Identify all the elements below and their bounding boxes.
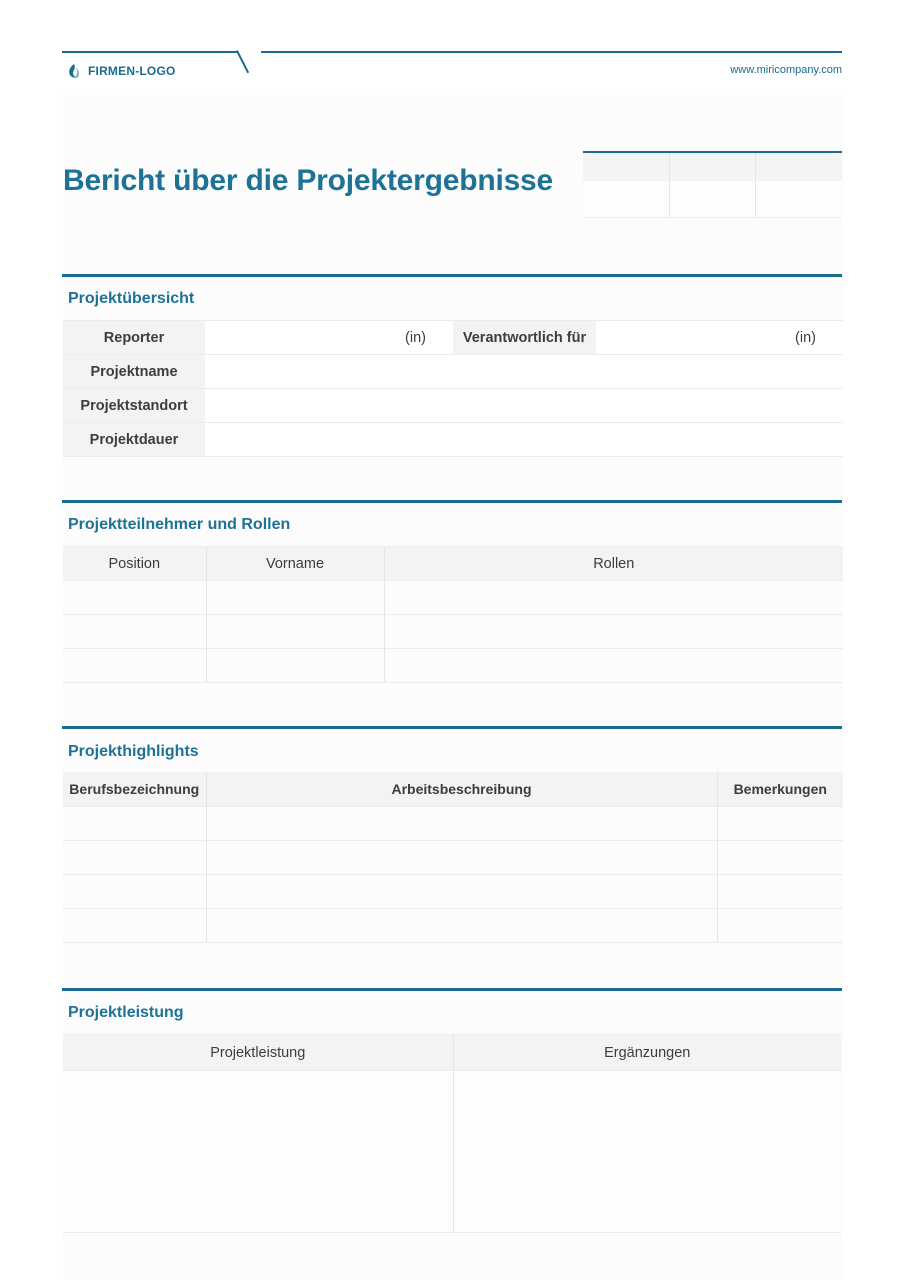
- table-cell[interactable]: [206, 806, 717, 840]
- table-row: [63, 321, 843, 355]
- highlights-table: [63, 772, 843, 943]
- table-row: [63, 389, 843, 423]
- table-cell[interactable]: [206, 649, 384, 683]
- header-rule-slash: [236, 50, 249, 73]
- table-header-row: [63, 1035, 841, 1071]
- project-location-label: Projektstandort: [63, 389, 205, 423]
- table-row: [63, 581, 843, 615]
- table-cell[interactable]: [717, 806, 843, 840]
- table-cell[interactable]: [717, 908, 843, 942]
- column-header-position: Position: [63, 547, 206, 581]
- section-rule: [62, 988, 842, 991]
- performance-table: [63, 1034, 841, 1233]
- table-cell[interactable]: [63, 840, 206, 874]
- responsible-field[interactable]: (in): [596, 321, 843, 355]
- meta-cell[interactable]: [669, 152, 755, 181]
- section-rule: [62, 274, 842, 277]
- document-meta-table: [583, 151, 842, 218]
- column-header-additions: Ergänzungen: [453, 1035, 841, 1071]
- table-row: [63, 649, 843, 683]
- table-cell[interactable]: [717, 840, 843, 874]
- section-title-highlights: Projekthighlights: [68, 743, 199, 760]
- project-name-field[interactable]: [205, 355, 843, 389]
- overview-table: [63, 320, 843, 457]
- table-row: [63, 806, 843, 840]
- meta-cell[interactable]: [755, 152, 842, 181]
- project-duration-field[interactable]: [205, 423, 843, 457]
- table-header-row: [63, 547, 843, 581]
- website-url[interactable]: www.miricompany.com: [730, 64, 842, 76]
- table-row: [63, 840, 843, 874]
- meta-cell[interactable]: [583, 152, 669, 181]
- section-title-performance: Projektleistung: [68, 1004, 184, 1021]
- column-header-remarks: Bemerkungen: [717, 772, 843, 806]
- performance-text-area[interactable]: [63, 1071, 453, 1233]
- table-row: [63, 615, 843, 649]
- logo-icon: [66, 63, 82, 79]
- table-cell[interactable]: [384, 649, 843, 683]
- table-header-row: [63, 772, 843, 806]
- table-row: [63, 1071, 841, 1233]
- project-duration-label: Projektdauer: [63, 423, 205, 457]
- table-cell[interactable]: [206, 840, 717, 874]
- meta-cell[interactable]: [755, 181, 842, 217]
- table-cell[interactable]: [384, 615, 843, 649]
- section-rule: [62, 500, 842, 503]
- reporter-label: Reporter: [63, 321, 205, 355]
- meta-cell[interactable]: [669, 181, 755, 217]
- section-rule: [62, 726, 842, 729]
- column-header-roles: Rollen: [384, 547, 843, 581]
- table-cell[interactable]: [63, 806, 206, 840]
- section-title-overview: Projektübersicht: [68, 290, 195, 307]
- logo-text: FIRMEN-LOGO: [88, 64, 176, 78]
- meta-cell[interactable]: [583, 181, 669, 217]
- table-row: [63, 423, 843, 457]
- table-cell[interactable]: [63, 581, 206, 615]
- table-cell[interactable]: [206, 581, 384, 615]
- table-cell[interactable]: [206, 615, 384, 649]
- table-cell[interactable]: [63, 874, 206, 908]
- table-cell[interactable]: [206, 908, 717, 942]
- column-header-job-description: Arbeitsbeschreibung: [206, 772, 717, 806]
- header-rule-left: [62, 51, 238, 53]
- table-cell[interactable]: [63, 908, 206, 942]
- responsible-label: Verantwortlich für: [453, 321, 596, 355]
- reporter-field[interactable]: (in): [205, 321, 453, 355]
- column-header-first-name: Vorname: [206, 547, 384, 581]
- table-cell[interactable]: [63, 615, 206, 649]
- table-cell[interactable]: [206, 874, 717, 908]
- column-header-job-title: Berufsbezeichnung: [63, 772, 206, 806]
- table-cell[interactable]: [717, 874, 843, 908]
- project-location-field[interactable]: [205, 389, 843, 423]
- table-cell[interactable]: [384, 581, 843, 615]
- company-logo: [66, 63, 176, 79]
- additions-text-area[interactable]: [453, 1071, 841, 1233]
- column-header-performance: Projektleistung: [63, 1035, 453, 1071]
- header-rule-right: [261, 51, 842, 53]
- participants-table: [63, 546, 843, 683]
- page-title: Bericht über die Projektergebnisse: [63, 164, 554, 197]
- section-title-participants: Projektteilnehmer und Rollen: [68, 516, 291, 533]
- table-row: [63, 874, 843, 908]
- project-name-label: Projektname: [63, 355, 205, 389]
- table-row: [63, 355, 843, 389]
- table-row: [63, 908, 843, 942]
- table-cell[interactable]: [63, 649, 206, 683]
